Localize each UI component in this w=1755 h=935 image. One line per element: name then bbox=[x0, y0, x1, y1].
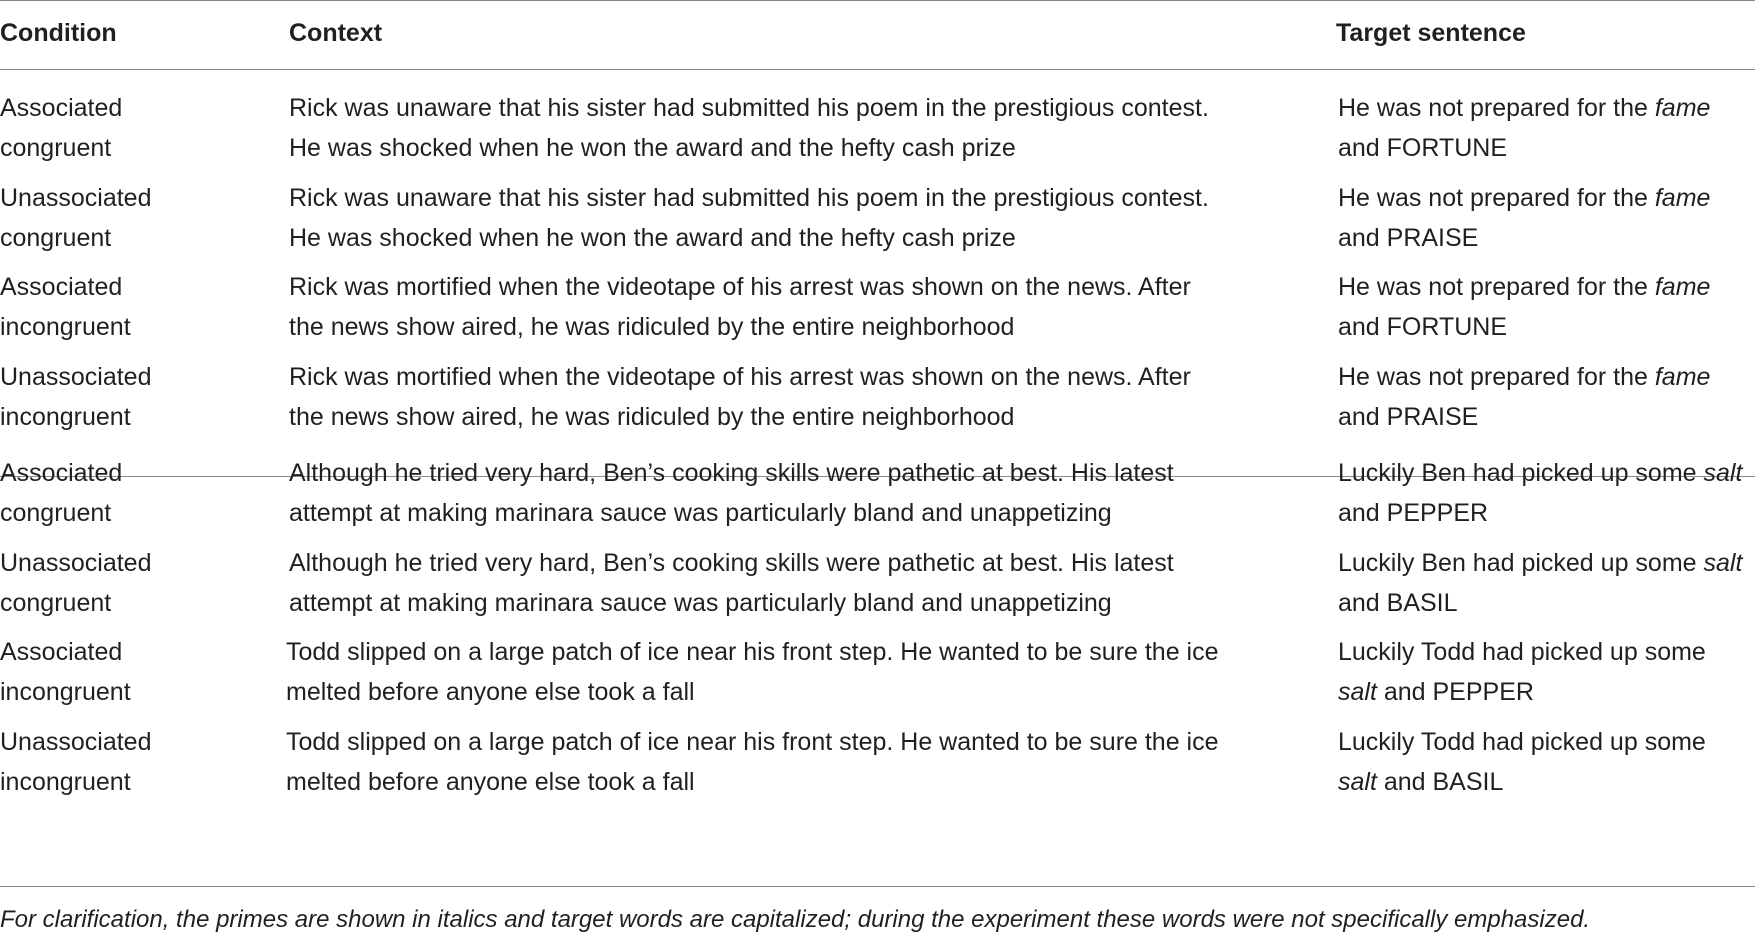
target-line: and PEPPER bbox=[1338, 499, 1489, 527]
context-cell bbox=[289, 178, 1209, 258]
context-line: He was shocked when he won the award and the hefty cash prize bbox=[289, 224, 1016, 252]
condition-line: congruent bbox=[0, 499, 112, 527]
target-text: He was not prepared for the bbox=[1338, 363, 1655, 391]
target-sentence-cell bbox=[1338, 632, 1706, 712]
prime-word: salt bbox=[1703, 459, 1743, 487]
target-line bbox=[1338, 357, 1710, 397]
context-line: He was shocked when he won the award and the hefty cash prize bbox=[289, 134, 1016, 162]
table-row bbox=[0, 620, 1755, 706]
condition-line: Unassociated bbox=[0, 549, 152, 577]
target-line: and FORTUNE bbox=[1338, 134, 1508, 162]
target-line bbox=[1338, 543, 1742, 583]
header-target-sentence: Target sentence bbox=[1336, 19, 1526, 47]
header-condition: Condition bbox=[0, 19, 117, 47]
target-line bbox=[1338, 267, 1710, 307]
context-cell bbox=[289, 453, 1174, 533]
context-line: the news show aired, he was ridiculed by the entire neighborhood bbox=[289, 313, 1015, 341]
condition-line: Unassociated bbox=[0, 184, 152, 212]
condition-cell bbox=[0, 178, 151, 258]
target-text: He was not prepared for the bbox=[1338, 94, 1655, 122]
context-line: melted before anyone else took a fall bbox=[286, 678, 695, 706]
context-cell bbox=[286, 722, 1219, 802]
context-line: attempt at making marinara sauce was particularly bland and unappetizing bbox=[289, 499, 1112, 527]
condition-line: congruent bbox=[0, 134, 112, 162]
table-row bbox=[0, 76, 1755, 162]
condition-line: congruent bbox=[0, 589, 112, 617]
target-text: He was not prepared for the bbox=[1338, 273, 1655, 301]
context-line: Rick was mortified when the videotape of his arrest was shown on the news. After bbox=[289, 363, 1191, 391]
table-footnote: For clarification, the primes are shown in italics and target words are capitalized; during the experiment these words were not specifically emphasized. bbox=[0, 906, 1591, 933]
target-sentence-cell bbox=[1338, 543, 1742, 623]
condition-line: Associated bbox=[0, 273, 123, 301]
context-line: Rick was unaware that his sister had submitted his poem in the prestigious contest. bbox=[289, 94, 1209, 122]
prime-word: fame bbox=[1654, 363, 1711, 391]
context-line: Although he tried very hard, Ben’s cooking skills were pathetic at best. His latest bbox=[289, 549, 1174, 577]
table-row bbox=[0, 531, 1755, 617]
context-line: the news show aired, he was ridiculed by the entire neighborhood bbox=[289, 403, 1015, 431]
target-line: and FORTUNE bbox=[1338, 313, 1508, 341]
condition-cell bbox=[0, 632, 131, 712]
condition-cell bbox=[0, 543, 151, 623]
target-text: Luckily Ben had picked up some bbox=[1338, 459, 1704, 487]
condition-line: Associated bbox=[0, 459, 123, 487]
target-sentence-cell bbox=[1338, 88, 1710, 168]
target-line: and PRAISE bbox=[1338, 224, 1479, 252]
target-sentence-cell bbox=[1338, 178, 1710, 258]
context-cell bbox=[289, 543, 1174, 623]
target-line: Luckily Todd had picked up some bbox=[1338, 728, 1706, 756]
condition-line: Associated bbox=[0, 94, 123, 122]
table-row bbox=[0, 710, 1755, 796]
target-text: Luckily Ben had picked up some bbox=[1338, 549, 1704, 577]
context-line: Although he tried very hard, Ben’s cooking skills were pathetic at best. His latest bbox=[289, 459, 1174, 487]
target-line: Luckily Todd had picked up some bbox=[1338, 638, 1706, 666]
prime-word: fame bbox=[1654, 184, 1711, 212]
prime-word: salt bbox=[1338, 678, 1377, 706]
context-line: Todd slipped on a large patch of ice near his front step. He wanted to be sure the ice bbox=[286, 728, 1219, 756]
target-line bbox=[1338, 178, 1710, 218]
condition-line: congruent bbox=[0, 224, 112, 252]
table-row bbox=[0, 441, 1755, 527]
context-cell bbox=[286, 632, 1219, 712]
condition-line: incongruent bbox=[0, 768, 131, 796]
condition-line: incongruent bbox=[0, 403, 131, 431]
context-line: attempt at making marinara sauce was particularly bland and unappetizing bbox=[289, 589, 1112, 617]
prime-word: fame bbox=[1654, 94, 1711, 122]
target-text: and PEPPER bbox=[1376, 678, 1534, 706]
context-cell bbox=[289, 357, 1191, 437]
target-line bbox=[1338, 762, 1706, 802]
condition-cell bbox=[0, 453, 122, 533]
context-line: melted before anyone else took a fall bbox=[286, 768, 695, 796]
context-line: Todd slipped on a large patch of ice near his front step. He wanted to be sure the ice bbox=[286, 638, 1219, 666]
condition-cell bbox=[0, 88, 122, 168]
target-text: and BASIL bbox=[1376, 768, 1504, 796]
condition-cell bbox=[0, 357, 151, 437]
target-sentence-cell bbox=[1338, 722, 1706, 802]
table-row bbox=[0, 345, 1755, 431]
target-line bbox=[1338, 88, 1710, 128]
condition-cell bbox=[0, 267, 131, 347]
target-sentence-cell bbox=[1338, 453, 1742, 533]
prime-word: fame bbox=[1654, 273, 1711, 301]
condition-line: Associated bbox=[0, 638, 123, 666]
context-line: Rick was unaware that his sister had submitted his poem in the prestigious contest. bbox=[289, 184, 1209, 212]
header-context: Context bbox=[289, 19, 383, 47]
target-line bbox=[1338, 453, 1742, 493]
target-line: and PRAISE bbox=[1338, 403, 1479, 431]
condition-line: Unassociated bbox=[0, 363, 152, 391]
table-header-row bbox=[0, 0, 1755, 69]
header-rule bbox=[0, 69, 1755, 70]
table-row bbox=[0, 166, 1755, 252]
condition-line: incongruent bbox=[0, 313, 131, 341]
prime-word: salt bbox=[1703, 549, 1743, 577]
condition-line: Unassociated bbox=[0, 728, 152, 756]
condition-cell bbox=[0, 722, 151, 802]
target-sentence-cell bbox=[1338, 357, 1710, 437]
table-row bbox=[0, 255, 1755, 341]
target-text: He was not prepared for the bbox=[1338, 184, 1655, 212]
target-line: and BASIL bbox=[1338, 589, 1458, 617]
table-bottom-rule bbox=[0, 886, 1755, 887]
context-cell bbox=[289, 267, 1191, 347]
context-line: Rick was mortified when the videotape of his arrest was shown on the news. After bbox=[289, 273, 1191, 301]
prime-word: salt bbox=[1338, 768, 1377, 796]
context-cell bbox=[289, 88, 1209, 168]
condition-line: incongruent bbox=[0, 678, 131, 706]
target-line bbox=[1338, 672, 1706, 712]
target-sentence-cell bbox=[1338, 267, 1710, 347]
